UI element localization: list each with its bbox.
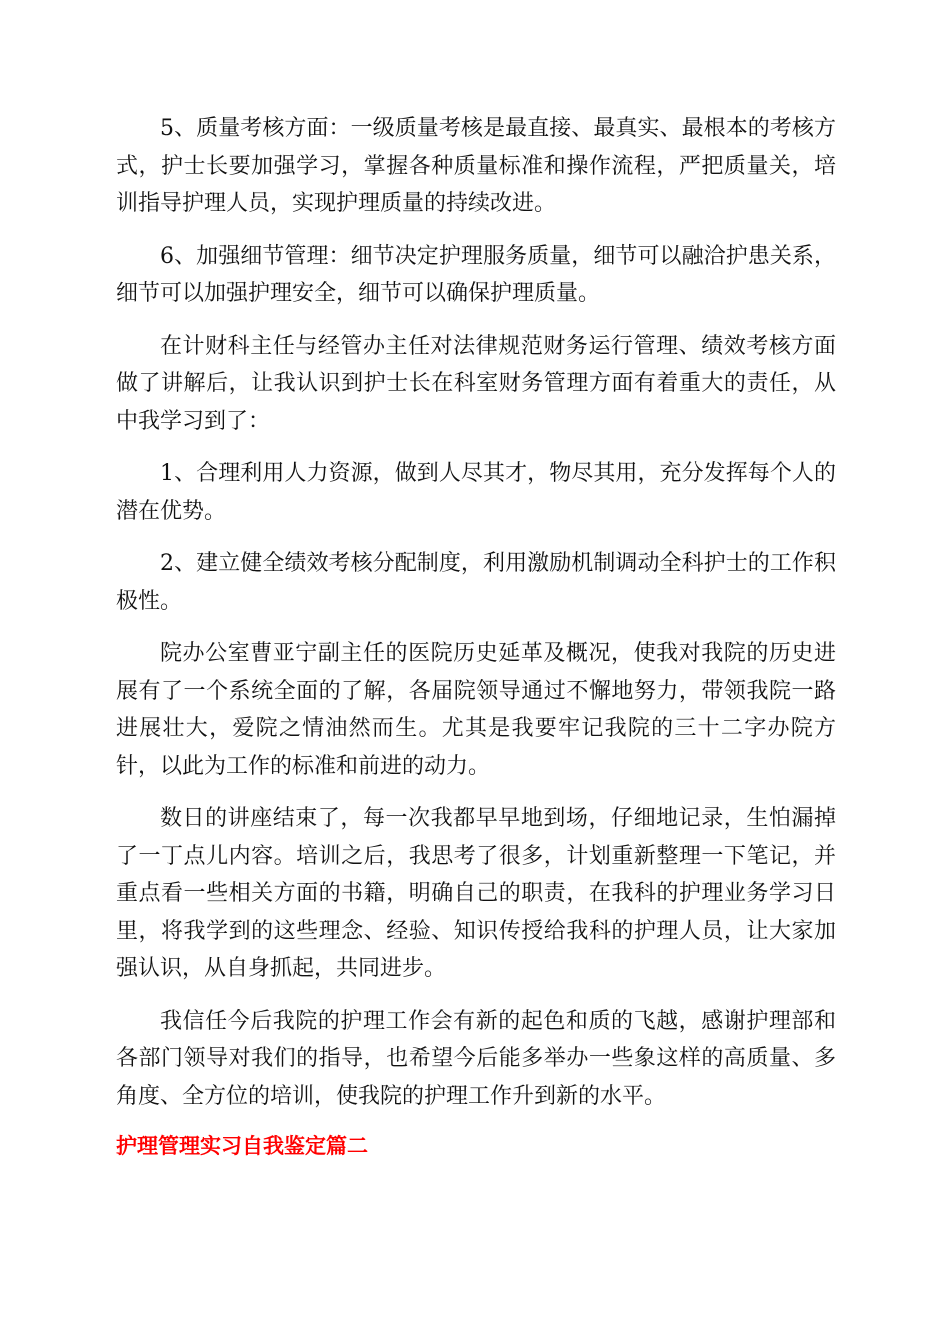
section-heading: 护理管理实习自我鉴定篇二 [116,1134,368,1158]
paragraph-hospital-history: 院办公室曹亚宁副主任的医院历史延革及概况，使我对我院的历史进展有了一个系统全面的了解，各届院领导通过不懈地努力，带领我院一路进展壮大，爱院之情油然而生。尤其是我要牢记我院的三十二字办院方针，以此为工作的标准和前进的动力。 [116,641,836,779]
paragraph-conclusion: 我信任今后我院的护理工作会有新的起色和质的飞越，感谢护理部和各部门领导对我们的指导，也希望今后能多举办一些象这样的高质量、多角度、全方位的培训，使我院的护理工作升到新的水平。 [116,1008,836,1109]
paragraph-quality-assessment: 5、质量考核方面：一级质量考核是最直接、最真实、最根本的考核方式，护士长要加强学习，掌握各种质量标准和操作流程，严把质量关，培训指导护理人员，实现护理质量的持续改进。 [116,116,836,216]
document-body [116,110,836,1162]
paragraph-finance-lecture: 在计财科主任与经管办主任对法律规范财务运行管理、绩效考核方面做了讲解后，让我认识到护士长在科室财务管理方面有着重大的责任，从中我学习到了： [116,333,836,434]
paragraph-performance-system: 2、建立健全绩效考核分配制度，利用激励机制调动全科护士的工作积极性。 [116,551,836,614]
paragraph-lecture-summary: 数日的讲座结束了，每一次我都早早地到场，仔细地记录，生怕漏掉了一丁点儿内容。培训之后，我思考了很多，计划重新整理一下笔记，并重点看一些相关方面的书籍，明确自己的职责，在我科的护理业务学习日里，将我学到的这些理念、经验、知识传授给我科的护理人员，让大家加强认识，从自身抓起，共同进步。 [116,806,836,981]
paragraph-human-resources: 1、合理利用人力资源，做到人尽其才，物尽其用，充分发挥每个人的潜在优势。 [116,461,836,524]
paragraph-detail-management: 6、加强细节管理：细节决定护理服务质量，细节可以融洽护患关系，细节可以加强护理安全，细节可以确保护理质量。 [116,243,836,306]
